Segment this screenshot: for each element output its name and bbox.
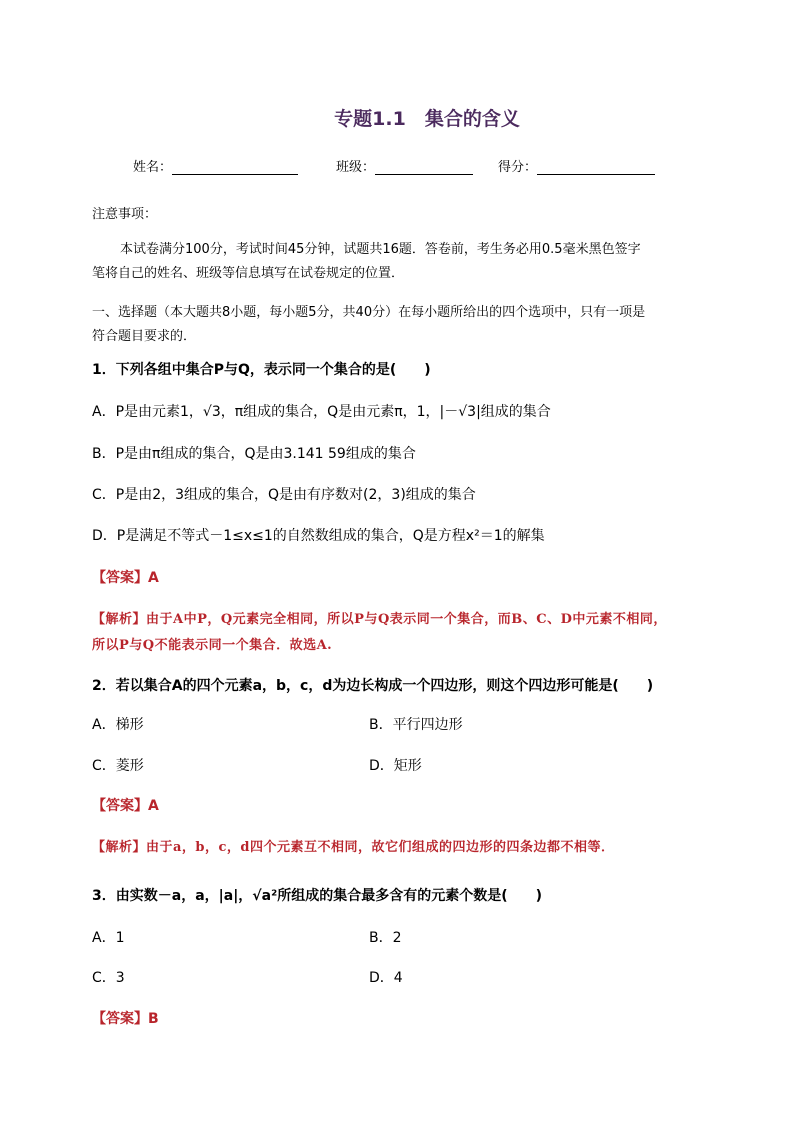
q2-option-c: C．菱形 (92, 758, 144, 774)
q1-option-d: D．P是满足不等式－1≤x≤1的自然数组成的集合，Q是方程x²＝1的解集 (92, 528, 545, 544)
q1-option-c: C．P是由2，3组成的集合，Q是由有序数对(2，3)组成的集合 (92, 487, 476, 503)
notice-line2: 笔将自己的姓名、班级等信息填写在试卷规定的位置． (92, 266, 405, 281)
class-field (336, 156, 473, 175)
q3-option-b: B．2 (369, 930, 402, 946)
score-label: 得分： (498, 160, 538, 175)
q3-option-d: D．4 (369, 970, 403, 986)
q1-option-a: A．P是由元素1，√3，π组成的集合，Q是由元素π，1，|－√3|组成的集合 (92, 404, 551, 420)
section-line2: 符合题目要求的． (92, 329, 197, 344)
notice-heading: 注意事项： (92, 207, 158, 222)
name-field (133, 156, 298, 175)
q1-stem: 1．下列各组中集合P与Q，表示同一个集合的是( ) (92, 362, 431, 378)
q1-option-b: B．P是由π组成的集合，Q是由3.141 59组成的集合 (92, 446, 416, 462)
q1-explanation-line1: 【解析】由于A中P，Q元素完全相同，所以P与Q表示同一个集合，而B、C、D中元素不相同， (92, 612, 667, 627)
q3-option-a: A．1 (92, 930, 125, 946)
q3-stem: 3．由实数－a，a，|a|，√a²所组成的集合最多含有的元素个数是( ) (92, 888, 543, 904)
score-blank[interactable] (537, 160, 655, 175)
page-title: 专题1.1 集合的含义 (334, 108, 520, 130)
notice-line1: 本试卷满分100分，考试时间45分钟，试题共16题．答卷前，考生务必用0.5毫米黑色签字 (120, 242, 641, 257)
q2-answer: 【答案】A (92, 798, 159, 814)
q1-explanation-line2: 所以P与Q不能表示同一个集合．故选A. (92, 638, 333, 653)
name-label: 姓名： (133, 160, 173, 175)
q2-option-b: B．平行四边形 (369, 717, 463, 733)
q2-explanation: 【解析】由于a，b，c，d四个元素互不相同，故它们组成的四边形的四条边都不相等． (92, 840, 615, 855)
q2-option-a: A．梯形 (92, 717, 144, 733)
class-blank[interactable] (375, 160, 473, 175)
q3-answer: 【答案】B (92, 1011, 159, 1027)
score-field (498, 156, 655, 175)
q1-answer: 【答案】A (92, 570, 159, 586)
section-line1: 一、选择题（本大题共8小题，每小题5分，共40分）在每小题所给出的四个选项中，只有一项是 (92, 305, 646, 320)
q3-option-c: C．3 (92, 970, 125, 986)
q2-option-d: D．矩形 (369, 758, 422, 774)
class-label: 班级： (336, 160, 376, 175)
q2-stem: 2．若以集合A的四个元素a，b，c，d为边长构成一个四边形，则这个四边形可能是( ) (92, 678, 654, 694)
name-blank[interactable] (172, 160, 298, 175)
